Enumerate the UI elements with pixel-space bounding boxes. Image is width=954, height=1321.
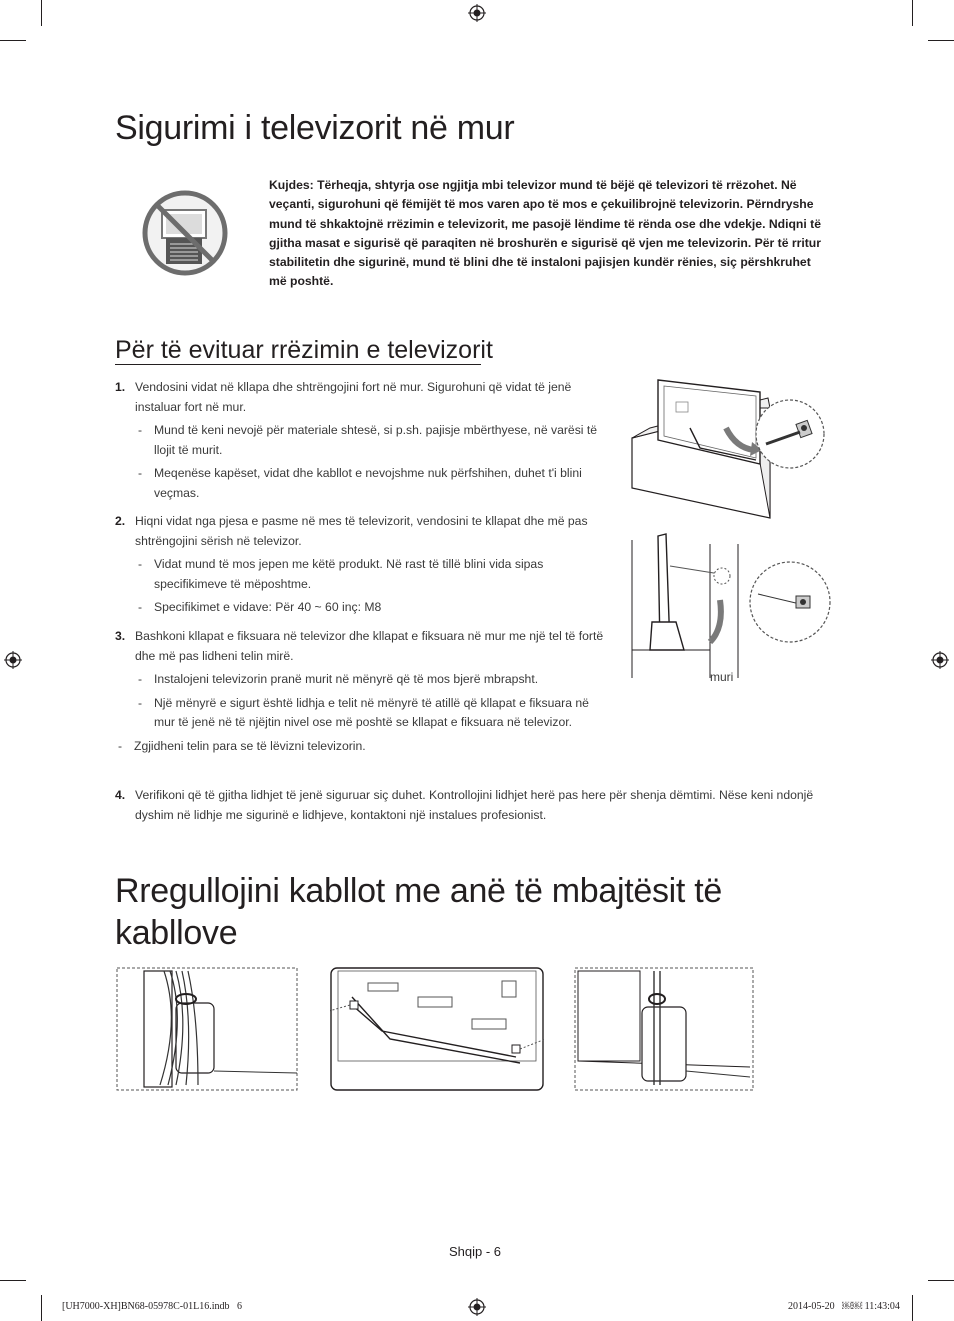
slug-left: [UH7000-XH]BN68-05978C-01L16.indb 6	[62, 1301, 242, 1312]
subitem-text: Një mënyrë e sigurt është lidhja e telit në mënyrë të atillë që kllapat e fiksuara në mur të jenë në të njëjtin nivel ose më poshtë se kllapat e fiksuara në televizor.	[154, 695, 589, 729]
step-number: 3.	[115, 629, 126, 643]
subitem-text: Vidat mund të mos jepen me këtë produkt. Në rast të tillë blini vida sipas specifikimeve të mëposhtme.	[154, 557, 544, 591]
step-item	[115, 512, 605, 618]
subitem-text: Zgjidheni telin para se të lëvizni televizorin.	[134, 738, 366, 753]
step-item	[115, 786, 815, 825]
step-subitem: - Një mënyrë e sigurt është lidhja e telit në mënyrë të atillë që kllapat e fiksuara në mur të jenë në të njëjtin nivel ose më poshtë se kllapat e fiksuara në televizor.	[138, 695, 589, 729]
page-title: Sigurimi i televizorit në mur	[115, 109, 515, 147]
step-subitem: - Vidat mund të mos jepen me këtë produkt. Në rast të tillë blini vida sipas specifikimeve të mëposhtme.	[138, 557, 544, 591]
subitem-text: Specifikimet e vidave: Për 40 ~ 60 inç: M8	[154, 600, 382, 614]
step-subitem: - Specifikimet e vidave: Për 40 ~ 60 inç: M8	[138, 600, 382, 614]
cable-holder-illustration-right	[574, 967, 754, 1091]
no-climbing-warning-icon	[140, 188, 230, 278]
step-subitem: - Zgjidheni telin para se të lëvizni televizorin.	[118, 738, 366, 753]
step-item	[115, 378, 605, 503]
step-number: 2.	[115, 514, 126, 528]
wall-label: muri	[710, 670, 734, 684]
section-title-line-2: kabllove	[115, 914, 238, 952]
registration-mark-icon	[931, 651, 949, 669]
slug-right: 2014-05-20 ￼￼ 11:43:04	[788, 1301, 900, 1312]
step-text: Verifikoni që të gjitha lidhjet të jenë siguruar siç duhet. Kontrollojini lidhjet herë pas here për shenja dëmtimi. Nëse keni ndonjë dyshim në lidhje me sigurinë e lidhjeve, kontaktoni një instalues profesionist.	[135, 788, 814, 822]
crop-mark	[41, 0, 42, 26]
crop-mark	[928, 40, 954, 41]
step-subitem: - Instalojeni televizorin pranë murit në mënyrë që të mos bjerë mbrapsht.	[138, 672, 539, 686]
step-number: 1.	[115, 380, 126, 394]
step-text: Vendosini vidat në kllapa dhe shtrëngojini fort në mur. Sigurohuni që vidat të jenë instaluar fort në mur.	[135, 380, 572, 414]
step-number: 4.	[115, 788, 126, 802]
step-text: Bashkoni kllapat e fiksuara në televizor dhe kllapat e fiksuara në mur me një tel të fortë dhe më pas lidheni telin mirë.	[135, 629, 604, 663]
crop-mark	[41, 1295, 42, 1321]
registration-mark-icon	[468, 4, 486, 22]
crop-mark	[928, 1280, 954, 1281]
cable-holder-illustration-center	[330, 967, 544, 1091]
caution-text: Kujdes: Tërheqja, shtyrja ose ngjitja mbi televizor mund të bëjë që televizori të rrëzohet. Në veçanti, sigurohuni që fëmijët të mos varen apo të mos e çekuilibrojnë televizorin. Përndryshe mund të shkaktojnë rrëzimin e televizorit, me pasojë lëndime të rënda ose dhe vdekje. Ndiqni të gjitha masat e sigurisë që paraqiten në broshurën e sigurisë që vjen me televizorin. Për të rritur stabilitetin dhe sigurinë, mund të blini dhe të instaloni pajisjen kundër rënies, siç përshkruhet më poshtë.	[269, 178, 821, 289]
registration-mark-icon	[468, 1298, 486, 1316]
step-subitem: - Meqenëse kapëset, vidat dhe kabllot e nevojshme nuk përfshihen, duhet t'i blini veçmas.	[138, 466, 582, 500]
step-subitem: - Mund të keni nevojë për materiale shtesë, si p.sh. pajisje mbërthyese, në varësi të llojit të murit.	[138, 423, 598, 457]
section-title-line-1: Rregullojini kabllot me anë të mbajtësit të	[115, 872, 722, 910]
crop-mark	[0, 1280, 26, 1281]
crop-mark	[912, 1295, 913, 1321]
subtitle-underline	[115, 364, 481, 365]
subitem-text: Mund të keni nevojë për materiale shtesë, si p.sh. pajisje mbërthyese, në varësi të llojit të murit.	[154, 423, 598, 457]
step-text: Hiqni vidat nga pjesa e pasme në mes të televizorit, vendosini te kllapat dhe më pas shtrëngojini sërish në televizor.	[135, 514, 588, 548]
section-title-cable	[115, 870, 722, 954]
crop-mark	[912, 0, 913, 26]
subitem-text: Meqenëse kapëset, vidat dhe kabllot e nevojshme nuk përfshihen, duhet t'i blini veçmas.	[154, 466, 582, 500]
wall-side-illustration	[630, 530, 836, 682]
registration-mark-icon	[4, 651, 22, 669]
crop-mark	[0, 40, 26, 41]
tv-bracket-illustration	[630, 378, 836, 520]
cable-holder-illustration-left	[116, 967, 298, 1091]
page-footer: Shqip - 6	[449, 1244, 502, 1259]
subitem-text: Instalojeni televizorin pranë murit në mënyrë që të mos bjerë mbrapsht.	[154, 672, 539, 686]
step-item	[115, 627, 605, 756]
section-subtitle: Për të evituar rrëzimin e televizorit	[115, 336, 493, 364]
